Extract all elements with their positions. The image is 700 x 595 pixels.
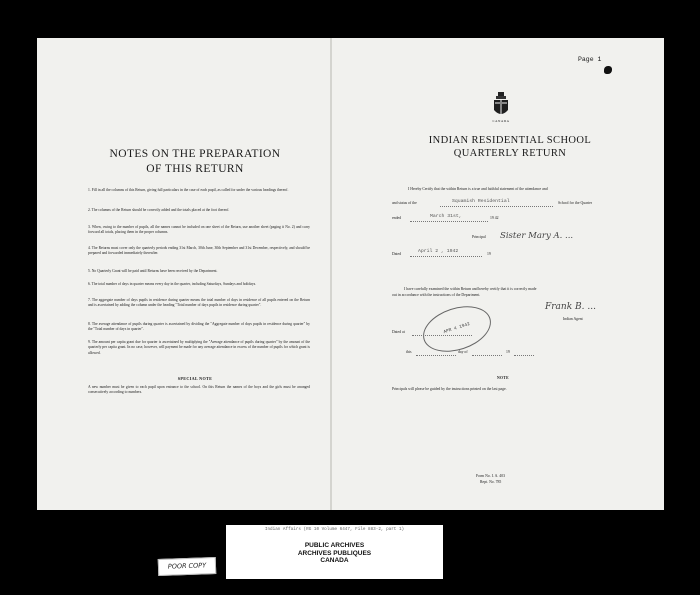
return-title-line2: QUARTERLY RETURN <box>453 148 567 159</box>
examination-text: I have carefully examined the within Return and hereby certify that it is correctly made <box>404 287 537 291</box>
dated-year: 19 <box>487 252 491 256</box>
return-title-line1: INDIAN RESIDENTIAL SCHOOL <box>428 135 592 146</box>
school-name: Squamish Residential <box>452 199 510 204</box>
note-paragraph: 3. When, owing to the number of pupils, all the names cannot be included on one sheet of the Return, use another sheet (paging it No. 2) and carry forward all totals, placing them in the proper columns. <box>88 225 310 235</box>
note-paragraph: 6. The total number of days in quarter means every day in the quarter, including Saturdays, Sundays and holidays. <box>88 282 257 286</box>
archive-line1: PUBLIC ARCHIVES <box>304 542 365 549</box>
notes-title-line1: NOTES ON THE PREPARATION <box>109 148 281 160</box>
note-paragraph: 2. The columns of the Return should be correctly added and the totals placed at the foot thereof. <box>88 208 230 212</box>
school-suffix: School for the Quarter <box>558 201 593 205</box>
certificate-text: I Hereby Certify that the within Return is a true and faithful statement of the attendance and <box>408 187 548 191</box>
notes-title-line2: OF THIS RETURN <box>146 163 244 175</box>
note-paragraph: 8. The average attendance of pupils during quarter is ascertained by dividing the "Aggregate number of days pupils in residence during quarter" by the "Total number of days in quarter". <box>88 322 310 332</box>
archive-reference: Indian Affairs (RG 10 Volume 6447, File 883-2, part 1) <box>264 527 405 532</box>
ended-date: March 31st, <box>430 214 462 219</box>
note-paragraph: 7. The aggregate number of days pupils in residence during quarter means the total number of days in residence of all pupils entered on the Return and is ascertained by adding the column under the heading "Total number of days pupils in residence during quarter". <box>88 298 310 308</box>
ended-label: ended <box>392 216 402 220</box>
archive-line3: CANADA <box>320 557 349 564</box>
ended-year: 19 42 <box>490 216 499 220</box>
dated-at-label: Dated at <box>392 330 405 334</box>
special-note-text: A new number must be given to each pupil upon entrance to the school. On this Return the names of the boys and the girls must be arranged consecutively according to numbers. <box>88 385 310 395</box>
this-label: this <box>406 350 412 354</box>
principal-label: Principal <box>472 235 486 239</box>
form-number: Form No. I. A. 403 <box>476 474 506 478</box>
canada-crest-icon <box>492 92 510 118</box>
dated-label: Dated <box>392 252 402 256</box>
note-paragraph: 1. Fill in all the columns of this Return, giving full particulars in the case of each pupil, as called for under the various headings thereof. <box>88 188 289 192</box>
certificate-text-2: and status of the <box>392 201 417 205</box>
ink-mark <box>604 66 612 74</box>
examination-text-2: out in accordance with the instructions of the Department. <box>392 293 481 297</box>
agent-signature: Frank B. ... <box>545 302 596 312</box>
archive-name <box>226 542 443 565</box>
dated-value: April 2 , 1942 <box>418 249 459 254</box>
year-label: 19 <box>506 350 510 354</box>
note-title: NOTE <box>497 376 509 380</box>
page-label: Page 1 <box>578 56 602 63</box>
received-stamp: APR 4 1942 <box>417 298 497 360</box>
note-paragraph: 5. No Quarterly Grant will be paid until Returns have been received by the Department. <box>88 269 218 273</box>
archive-line2: ARCHIVES PUBLIQUES <box>297 549 372 557</box>
notes-title <box>60 147 330 177</box>
note-text: Principals will please be guided by the instructions printed on the last page. <box>392 387 507 391</box>
page-fold <box>330 38 332 510</box>
note-paragraph: 4. The Returns must cover only the quarterly periods ending 31st March, 30th June, 30th September and 31st December, respectively, and should be prepared and forwarded immediately thereafter. <box>88 246 310 256</box>
special-note-title: SPECIAL NOTE <box>177 376 213 381</box>
poor-copy-stamp: POOR COPY <box>158 557 217 576</box>
return-title <box>390 134 630 160</box>
form-revision: Rept. No. 785 <box>480 480 502 484</box>
canada-label: CANADA <box>492 119 510 123</box>
agent-label: Indian Agent <box>563 317 583 321</box>
principal-signature: Sister Mary A. ... <box>500 231 574 241</box>
day-label: day of <box>458 350 468 354</box>
note-paragraph: 9. The amount per capita grant due for quarter is ascertained by multiplying the "Average attendance of pupils during quarter" by the amount of the quarterly per capita grant. In no case, however, will payment be made for any average attendance in excess of the number of pupils for which grant is allowed. <box>88 340 310 355</box>
